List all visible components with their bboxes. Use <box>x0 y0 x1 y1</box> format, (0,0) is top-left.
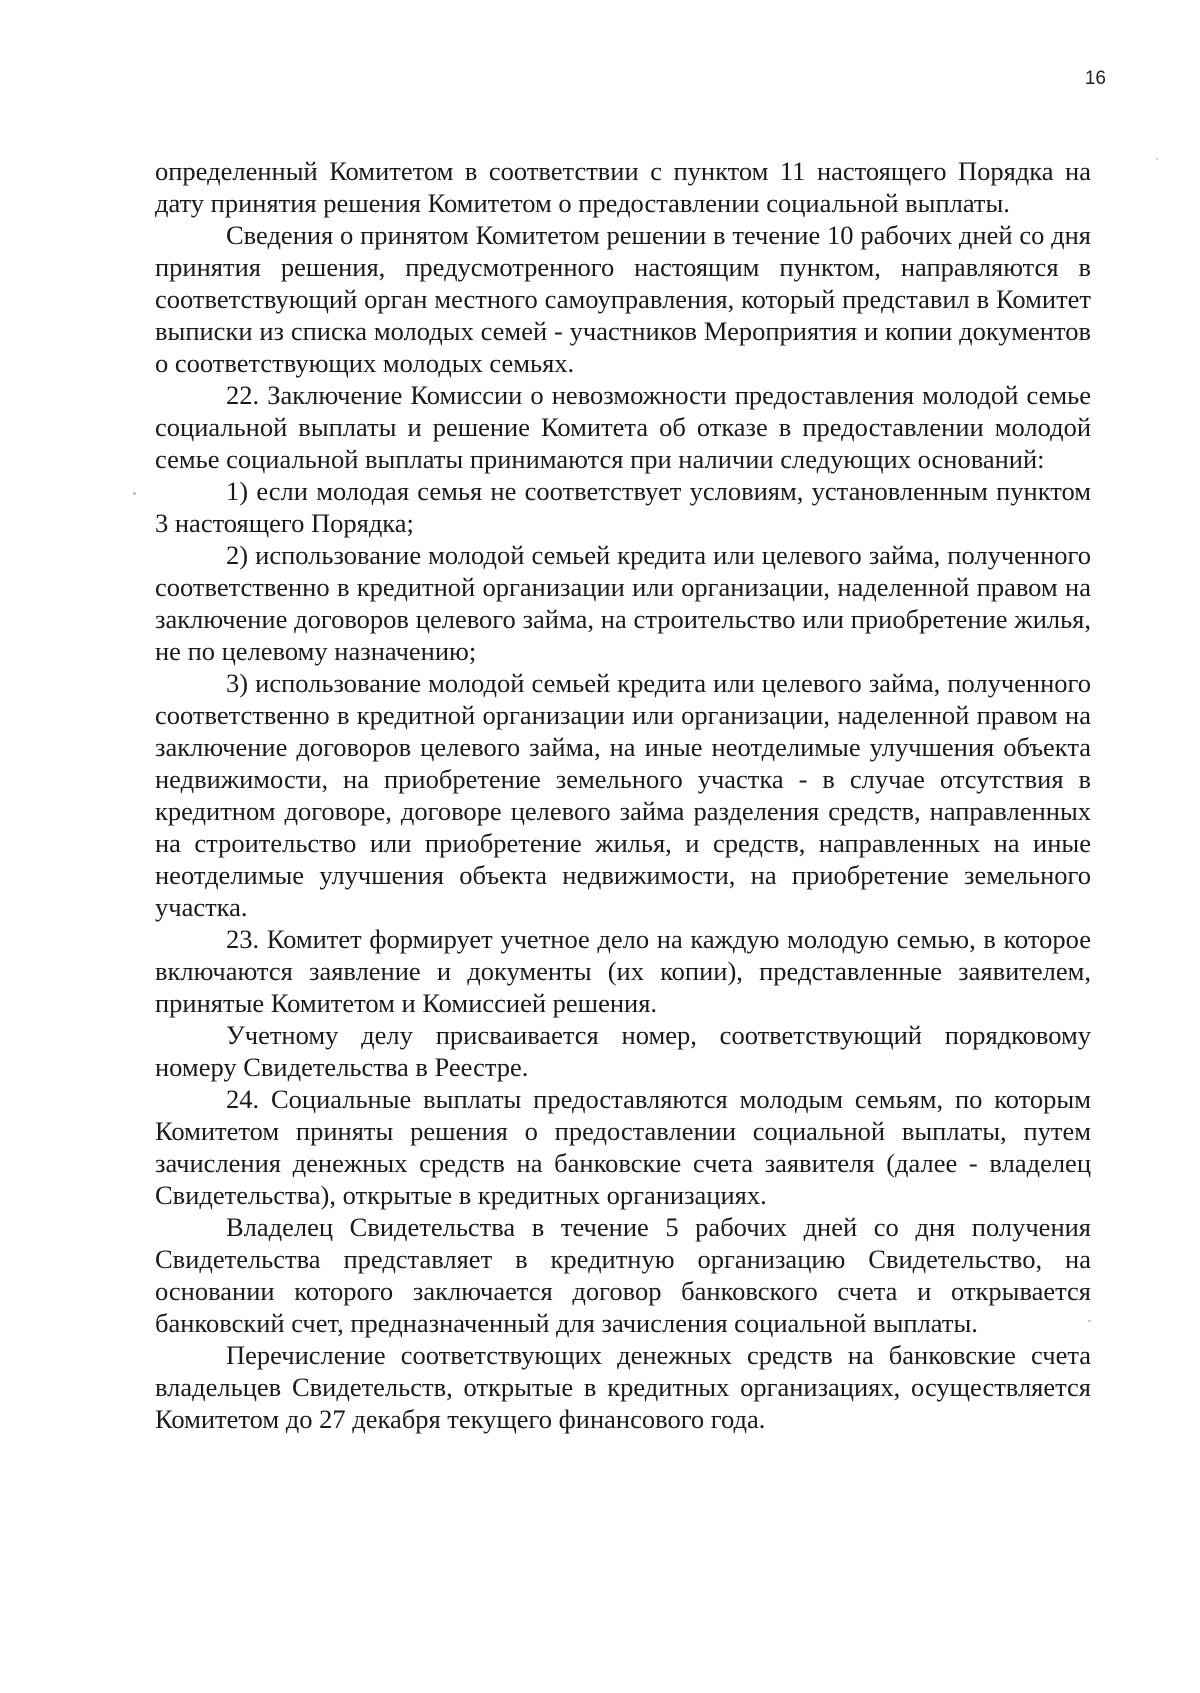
paragraph: Учетному делу присваивается номер, соответствующий порядковому номеру Свидетельства в Реестре. <box>155 1020 1091 1082</box>
paragraph: Перечисление соответствующих денежных средств на банковские счета владельцев Свидетельств, открытые в кредитных организациях, осуществляется Комитетом до 27 декабря текущего финансового года. <box>155 1340 1091 1434</box>
list-item: 1) если молодая семья не соответствует условиям, установленным пунктом 3 настоящего Порядка; <box>155 476 1091 538</box>
document-body <box>155 155 1091 1435</box>
list-item: 2) использование молодой семьей кредита или целевого займа, полученного соответственно в кредитной организации или организации, наделенной правом на заключение договоров целевого займа, на строительство или приобретение жилья, не по целевому назначению; <box>155 540 1091 666</box>
scan-speck <box>1156 158 1158 160</box>
scan-speck <box>133 492 136 495</box>
paragraph: 24. Социальные выплаты предоставляются молодым семьям, по которым Комитетом приняты решения о предоставлении социальной выплаты, путем зачисления денежных средств на банковские счета заявителя (далее - владелец Свидетельства), открытые в кредитных организациях. <box>155 1084 1091 1210</box>
scan-speck <box>1088 1320 1091 1322</box>
paragraph: 22. Заключение Комиссии о невозможности предоставления молодой семье социальной выплаты и решение Комитета об отказе в предоставлении молодой семье социальной выплаты принимаются при наличии следующих оснований: <box>155 380 1091 474</box>
page-number: 16 <box>1084 68 1106 89</box>
paragraph: Сведения о принятом Комитетом решении в течение 10 рабочих дней со дня принятия решения, предусмотренного настоящим пунктом, направляются в соответствующий орган местного самоуправления, который представил в Комитет выписки из списка молодых семей - участников Мероприятия и копии документов о соответствующих молодых семьях. <box>155 220 1091 378</box>
paragraph: определенный Комитетом в соответствии с пунктом 11 настоящего Порядка на дату принятия решения Комитетом о предоставлении социальной выплаты. <box>155 156 1091 218</box>
list-item: 3) использование молодой семьей кредита или целевого займа, полученного соответственно в кредитной организации или организации, наделенной правом на заключение договоров целевого займа, на иные неотделимые улучшения объекта недвижимости, на приобретение земельного участка - в случае отсутствия в кредитном договоре, договоре целевого займа разделения средств, направленных на строительство или приобретение жилья, и средств, направленных на иные неотделимые улучшения объекта недвижимости, на приобретение земельного участка. <box>155 668 1091 922</box>
paragraph: 23. Комитет формирует учетное дело на каждую молодую семью, в которое включаются заявление и документы (их копии), представленные заявителем, принятые Комитетом и Комиссией решения. <box>155 924 1091 1018</box>
paragraph: Владелец Свидетельства в течение 5 рабочих дней со дня получения Свидетельства представляет в кредитную организацию Свидетельство, на основании которого заключается договор банковского счета и открывается банковский счет, предназначенный для зачисления социальной выплаты. <box>155 1212 1091 1338</box>
